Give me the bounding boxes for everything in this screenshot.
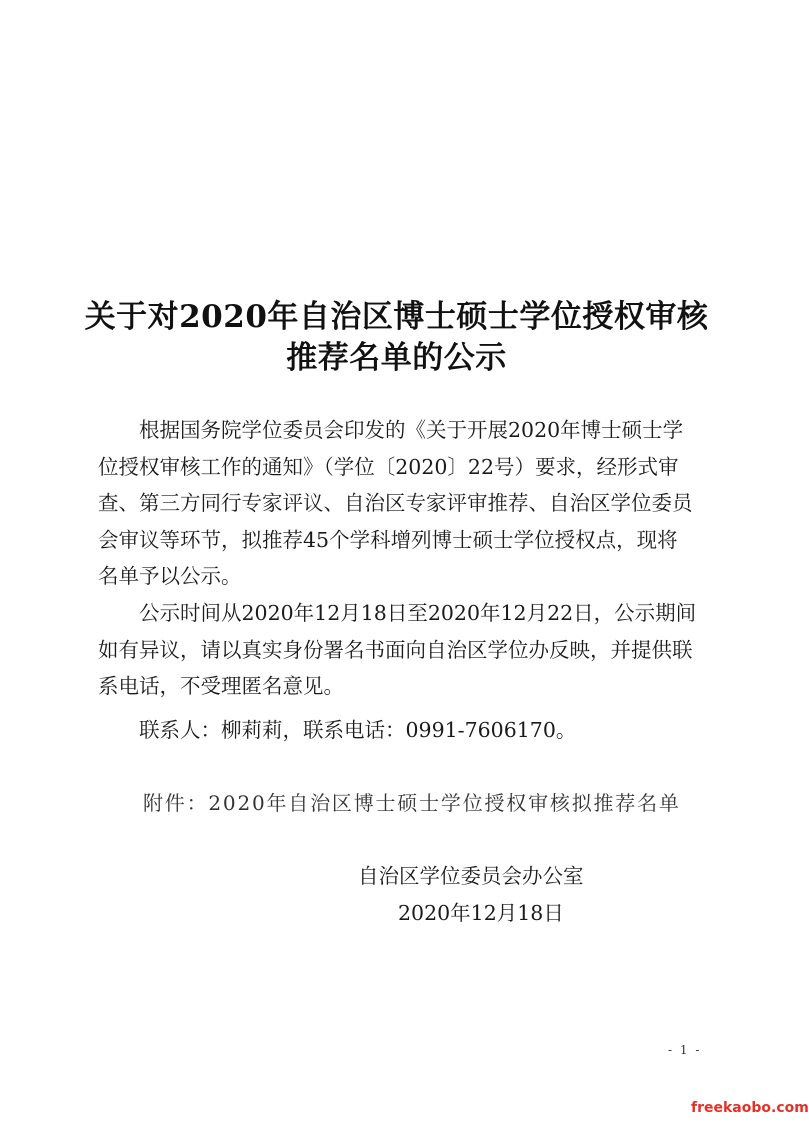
- signature-date: 2020年12月18日: [398, 901, 564, 925]
- body-paragraph-1: 根据国务院学位委员会印发的《关于开展2020年博士硕士学位授权审核工作的通知》（学位〔2020〕22号）要求，经形式审查、第三方同行专家评议、自治区专家评审推荐、自治区学位委员会审议等环节，拟推荐45个学科增列博士硕士学位授权点，现将名单予以公示。: [98, 418, 693, 588]
- site-watermark: freekaobo.com: [691, 1100, 809, 1116]
- attachment-line: 附件：2020年自治区博士硕士学位授权审核拟推荐名单: [143, 791, 681, 815]
- document-title-line-1: 关于对2020年自治区博士硕士学位授权审核: [84, 299, 709, 335]
- page-number: - 1 -: [668, 1043, 702, 1057]
- body-paragraph-2: 公示时间从2020年12月18日至2020年12月22日，公示期间如有异议，请以真实身份署名书面向自治区学位办反映，并提供联系电话，不受理匿名意见。: [98, 601, 697, 698]
- contact-paragraph: 联系人：柳莉莉，联系电话：0991-7606170。: [139, 718, 577, 742]
- signature-organization: 自治区学位委员会办公室: [358, 864, 584, 888]
- document-title-line-2: 推荐名单的公示: [286, 340, 507, 376]
